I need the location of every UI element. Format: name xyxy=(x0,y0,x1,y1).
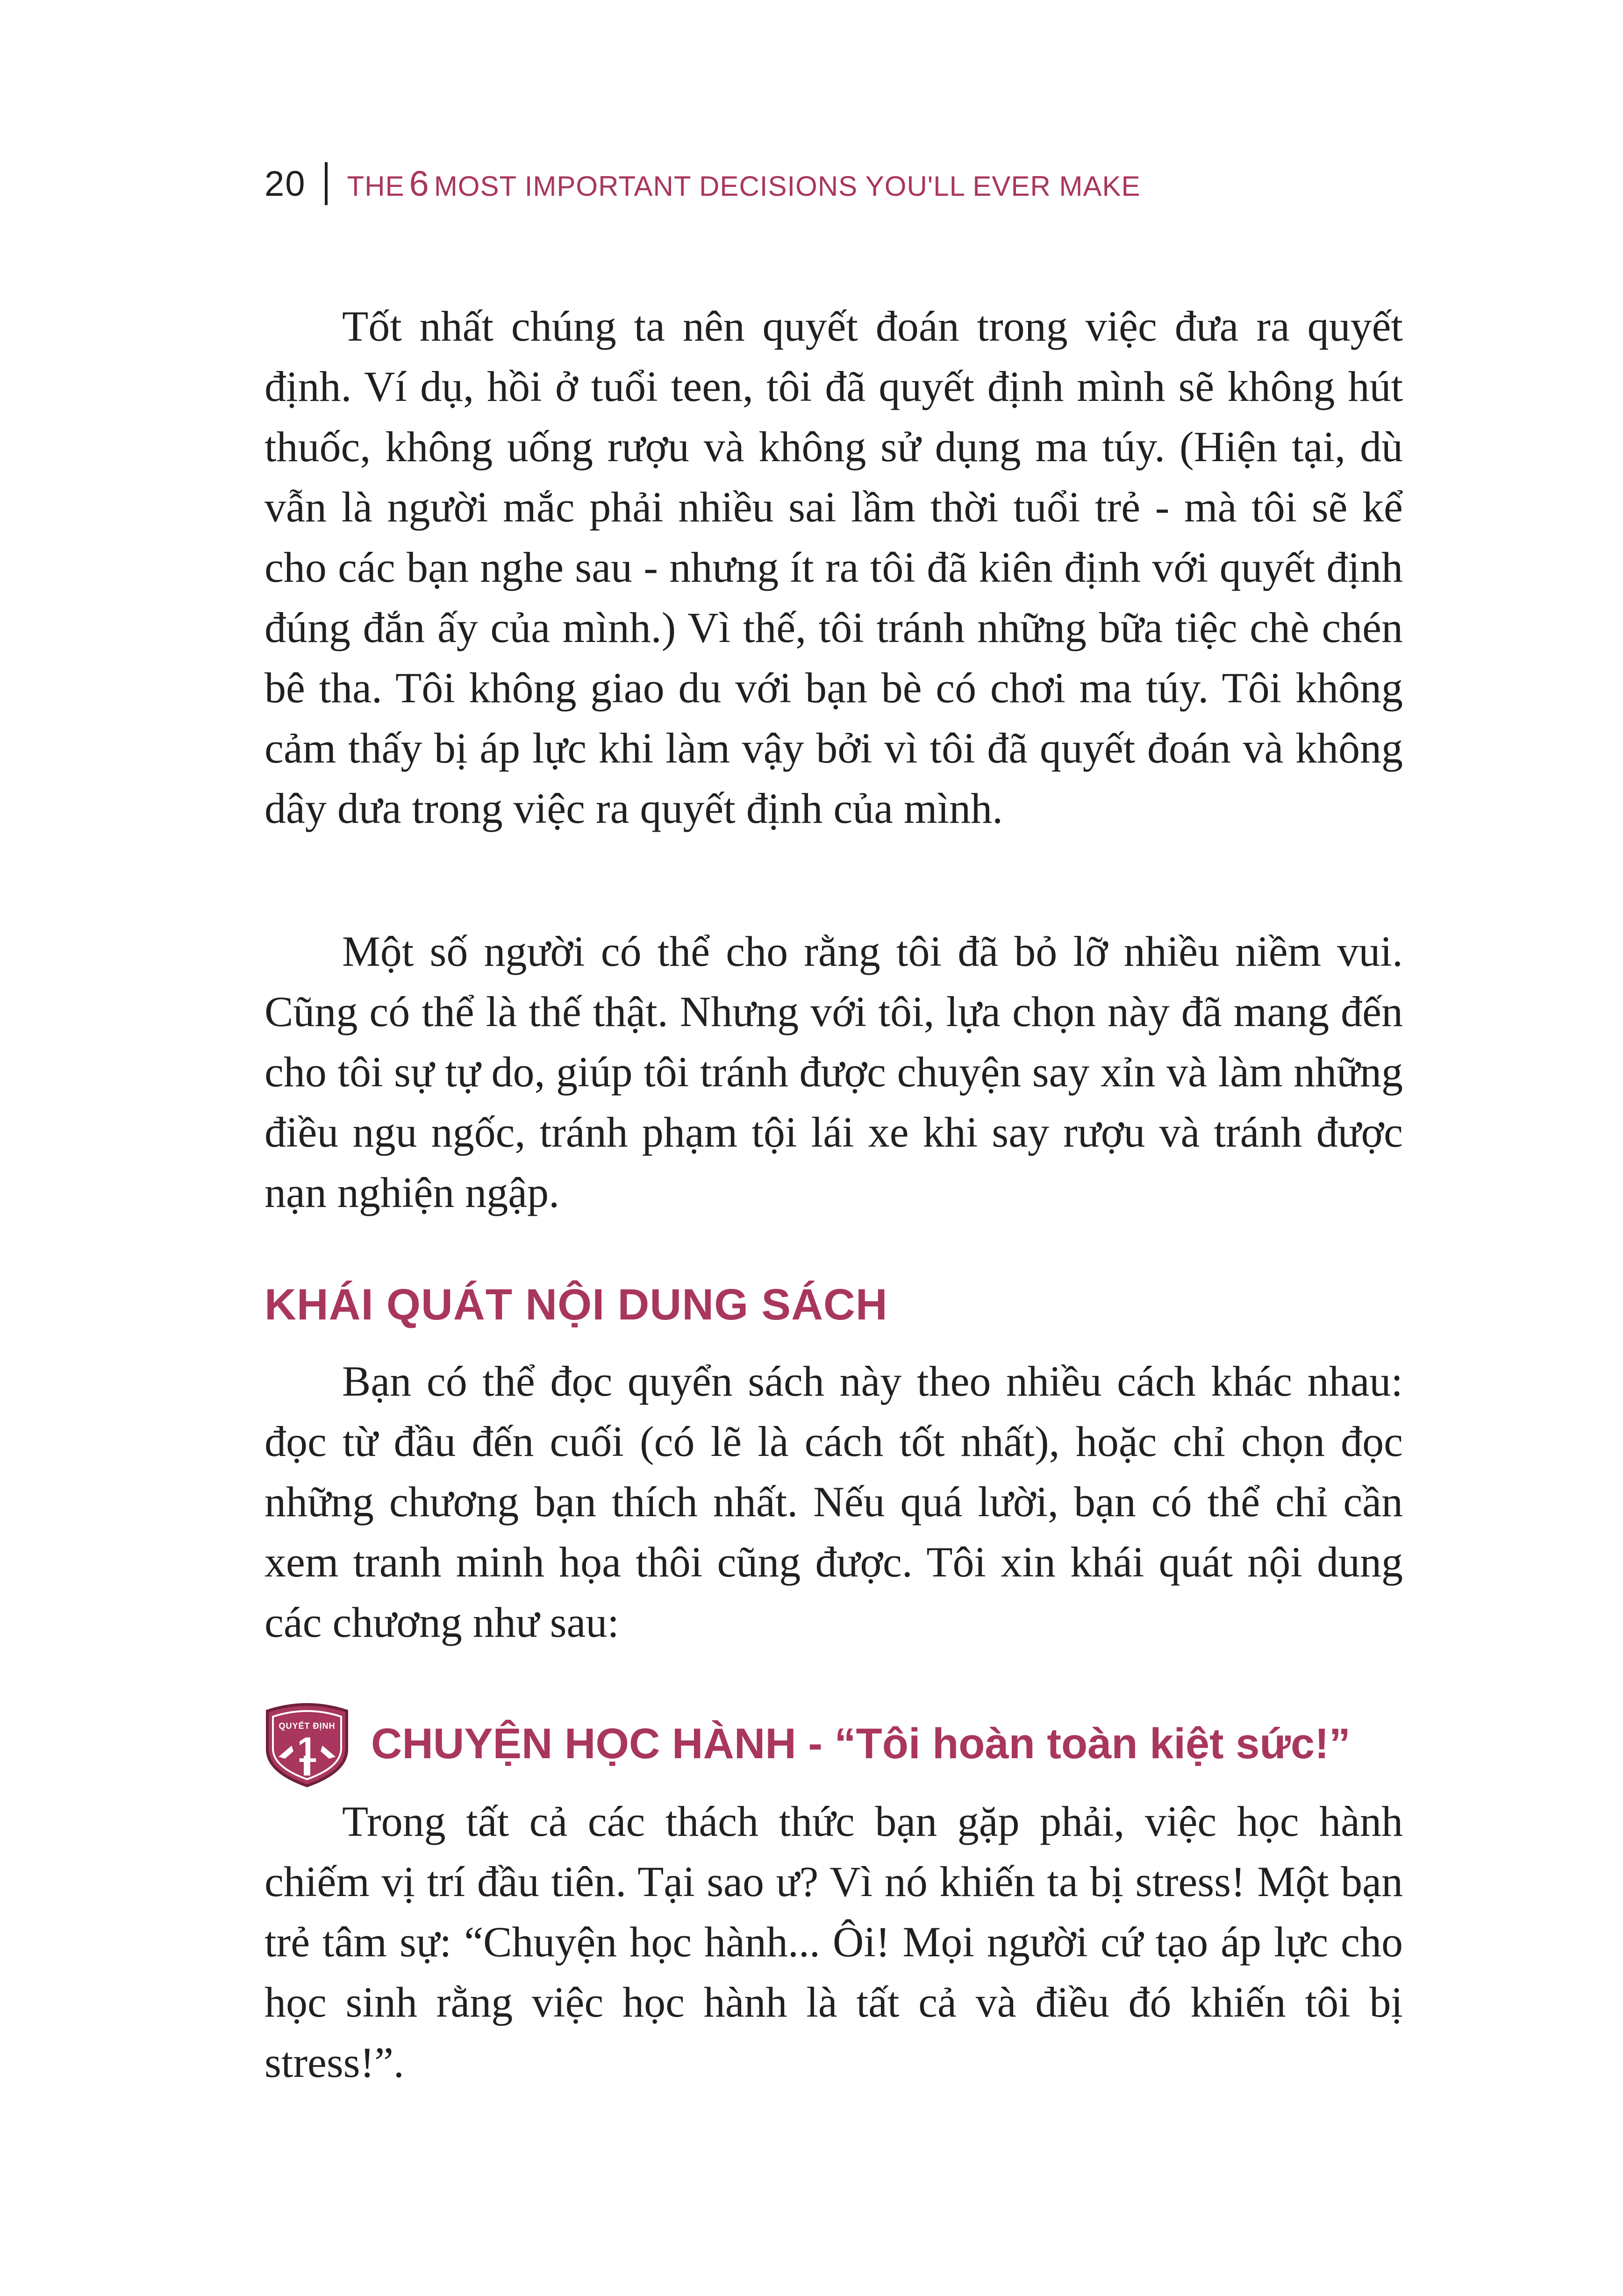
body-paragraph-2: Một số người có thể cho rằng tôi đã bỏ lỡ nhiều niềm vui. Cũng có thể là thế thật. Nhưng với tôi, lựa chọn này đã mang đến cho tôi sự tự do, giúp tôi tránh được chuyện say xỉn và làm những điều ngu ngốc, tránh phạm tội lái xe khi say rượu và tránh được nạn nghiện ngập. xyxy=(265,927,1403,1216)
chapter-title: CHUYỆN HỌC HÀNH - “Tôi hoàn toàn kiệt sức!” xyxy=(371,1720,1351,1768)
body-paragraph-3: Bạn có thể đọc quyển sách này theo nhiều cách khác nhau: đọc từ đầu đến cuối (có lẽ là cách tốt nhất), hoặc chỉ chọn đọc những chương bạn thích nhất. Nếu quá lười, bạn có thể chỉ cần xem tranh minh họa thôi cũng được. Tôi xin khái quát nội dung các chương như sau: xyxy=(265,1357,1403,1646)
body-paragraph-1: Tốt nhất chúng ta nên quyết đoán trong việc đưa ra quyết định. Ví dụ, hồi ở tuổi teen, tôi đã quyết định mình sẽ không hút thuốc, không uống rượu và không sử dụng ma túy. (Hiện tại, dù vẫn là người mắc phải nhiều sai lầm thời tuổi trẻ - mà tôi sẽ kể cho các bạn nghe sau - nhưng ít ra tôi đã kiên định với quyết định đúng đắn ấy của mình.) Vì thế, tôi tránh những bữa tiệc chè chén bê tha. Tôi không giao du với bạn bè có chơi ma túy. Tôi không cảm thấy bị áp lực khi làm vậy bởi vì tôi đã quyết đoán và không dây dưa trong việc ra quyết định của mình. xyxy=(265,302,1403,832)
book-title-suffix: MOST IMPORTANT DECISIONS YOU'LL EVER MAKE xyxy=(434,170,1141,202)
decision-badge-icon xyxy=(265,1701,350,1788)
book-title xyxy=(347,164,1141,204)
book-title-prefix: THE xyxy=(347,170,405,202)
badge-label: QUYẾT ĐỊNH xyxy=(279,1721,336,1731)
badge-number: 1 xyxy=(297,1730,317,1770)
book-title-number: 6 xyxy=(409,164,429,204)
header-divider xyxy=(325,162,328,205)
page-number: 20 xyxy=(265,164,306,204)
section-heading: KHÁI QUÁT NỘI DUNG SÁCH xyxy=(265,1280,888,1329)
running-header xyxy=(265,158,1141,209)
chapter-heading xyxy=(265,1701,1403,1790)
body-paragraph-4: Trong tất cả các thách thức bạn gặp phải, việc học hành chiếm vị trí đầu tiên. Tại sao ư? Vì nó khiến ta bị stress! Một bạn trẻ tâm sự: “Chuyện học hành... Ôi! Mọi người cứ tạo áp lực cho học sinh rằng việc học hành là tất cả và điều đó khiến tôi bị stress!”. xyxy=(265,1797,1403,2086)
